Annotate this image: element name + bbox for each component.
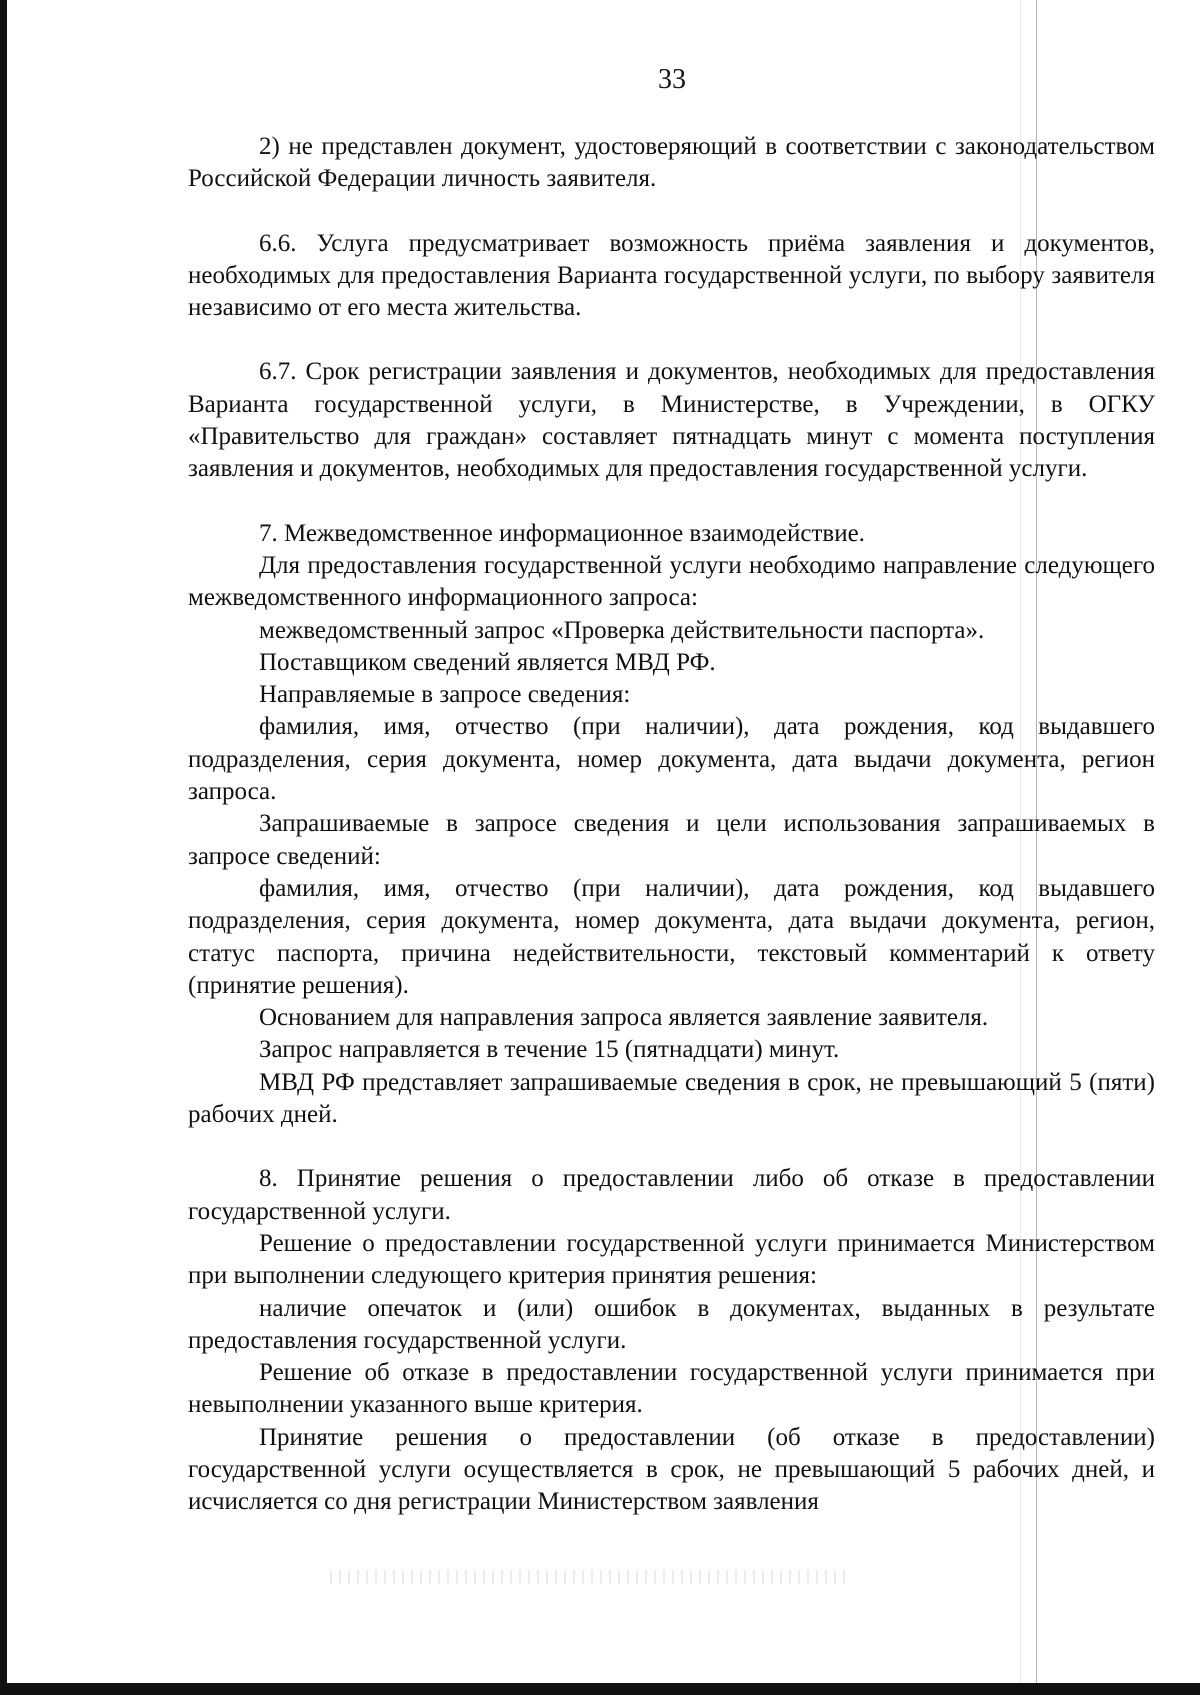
paragraph: Запрос направляется в течение 15 (пятнадцати) минут. — [259, 1036, 840, 1064]
paragraph: Основанием для направления запроса является заявление заявителя. — [259, 1004, 989, 1032]
paragraph: Принятие решения о предоставлении (об отказе в предоставлении) государственной услуги осуществляется в срок, не превышающий 5 рабочих дней, и исчисляется со дня регистрации Министерством заявления — [188, 1423, 1155, 1516]
section-heading: 8. Принятие решения о предоставлении либо об отказе в предоставлении государственной услуги. — [188, 1165, 1155, 1225]
paragraph: наличие опечаток и (или) ошибок в документах, выданных в результате предоставления государственной услуги. — [188, 1294, 1155, 1354]
paragraph: 2) не представлен документ, удостоверяющий в соответствии с законодательством Российской Федерации личность заявителя. — [188, 133, 1155, 193]
paragraph: межведомственный запрос «Проверка действительности паспорта». — [259, 616, 985, 644]
paragraph: МВД РФ представляет запрашиваемые сведения в срок, не превышающий 5 (пяти) рабочих дней. — [188, 1068, 1155, 1129]
section-heading: 7. Межведомственное информационное взаимодействие. — [259, 519, 865, 547]
paragraph: фамилия, имя, отчество (при наличии), дата рождения, код выдавшего подразделения, серия документа, номер документа, дата выдачи документа, регион запроса. — [188, 713, 1155, 806]
document-body — [188, 131, 1155, 1519]
paragraph: Запрашиваемые в запросе сведения и цели использования запрашиваемых в запросе сведений: — [188, 810, 1155, 870]
paragraph: Для предоставления государственной услуги необходимо направление следующего межведомственного информационного запроса: — [188, 551, 1155, 612]
paragraph: фамилия, имя, отчество (при наличии), дата рождения, код выдавшего подразделения, серия документа, номер документа, дата выдачи документа, регион, статус паспорта, причина недействительности, текстовый комментарий к ответу (принятие решения). — [188, 874, 1155, 999]
paragraph: 6.6. Услуга предусматривает возможность приёма заявления и документов, необходимых для предоставления Варианта государственной услуги, по выбору заявителя независимо от его места жительства. — [188, 229, 1155, 322]
paragraph: Решение о предоставлении государственной услуги принимается Министерством при выполнении следующего критерия принятия решения: — [188, 1229, 1155, 1290]
scan-left-edge — [0, 0, 7, 1695]
scan-bottom-edge — [0, 1683, 1200, 1695]
scan-noise — [330, 1570, 850, 1584]
paragraph: 6.7. Срок регистрации заявления и документов, необходимых для предоставления Варианта государственной услуги, в Министерстве, в Учреждении, в ОГКУ «Правительство для граждан» составляет пятнадцать минут с момента поступления заявления и документов, необходимых для предоставления государственной услуги. — [188, 358, 1155, 483]
paragraph: Направляемые в запросе сведения: — [259, 681, 631, 709]
page-number: 33 — [658, 64, 686, 95]
paragraph: Поставщиком сведений является МВД РФ. — [259, 648, 716, 676]
paragraph: Решение об отказе в предоставлении государственной услуги принимается при невыполнении указанного выше критерия. — [188, 1359, 1155, 1419]
